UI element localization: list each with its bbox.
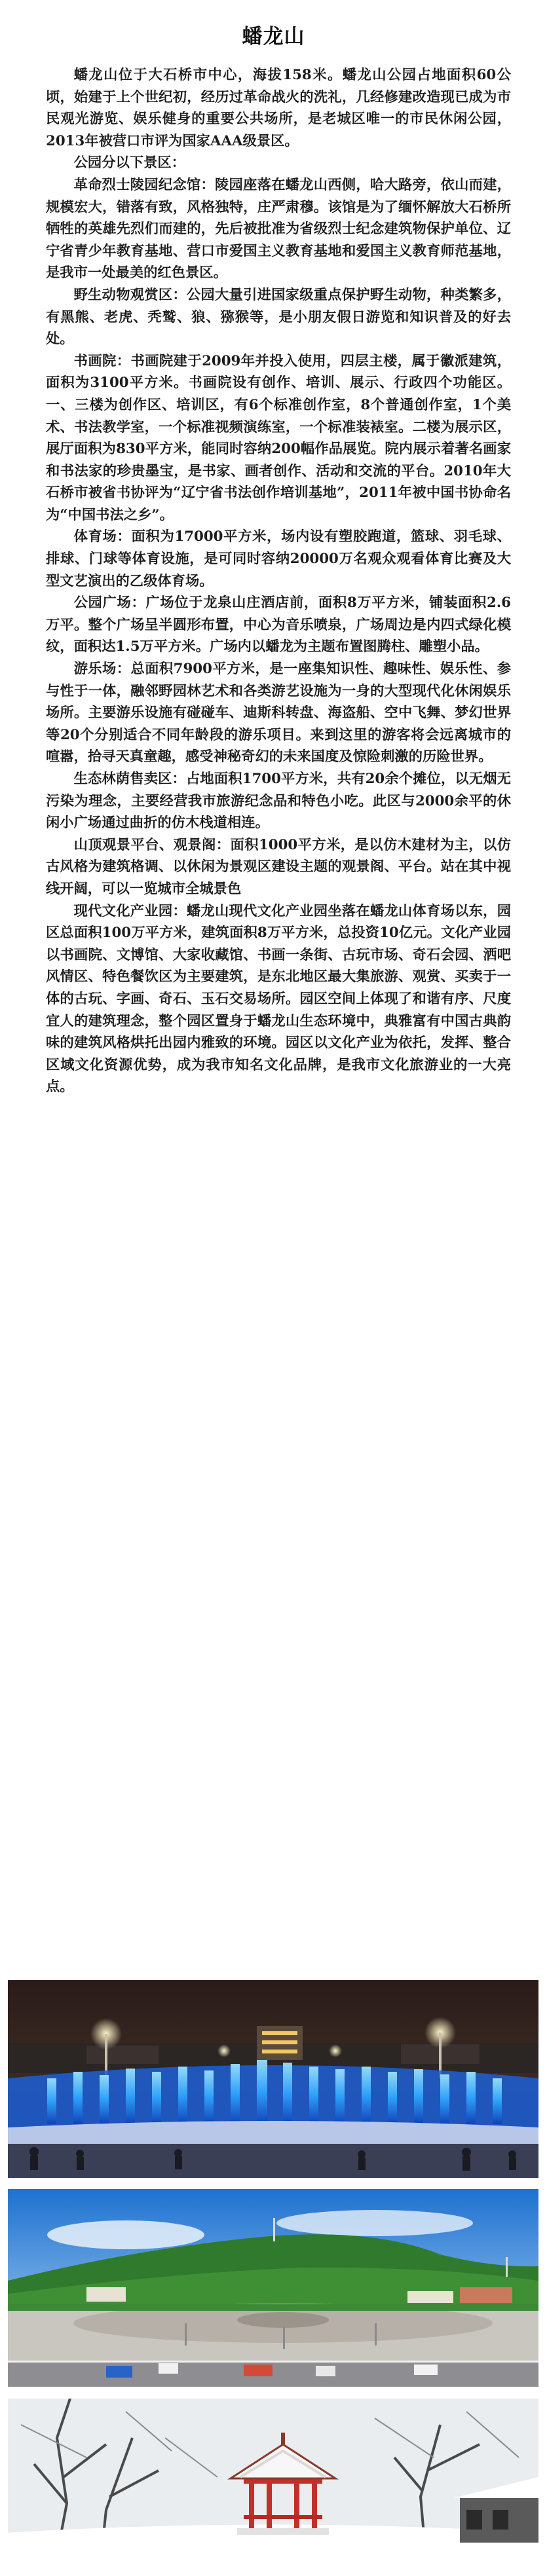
paragraph-amusement-park: 游乐场：总面积7900平方米，是一座集知识性、趣味性、娱乐性、参与性于一体，融邻野园林艺术和各类游艺设施为一身的大型现代化休闲娱乐场所。主要游乐设施有碰碰车、迪斯科转盘、海盗船、空中飞舞、梦幻世界等20个分别适合不同年龄段的游乐项目。来到这里的游客将会远离城市的喧嚣，拾寻天真童趣，感受神秘奇幻的未来国度及惊险刺激的历险世界。 — [46, 661, 511, 765]
paragraph-martyrs-memorial: 革命烈士陵园纪念馆：陵园座落在蟠龙山西侧，哈大路旁，依山而建，规模宏大，错落有致，风格独特，庄严肃穆。该馆是为了缅怀解放大石桥所牺牲的英雄先烈们而建的，先后被批准为省级烈士纪念建筑物保护单位、辽宁省青少年教育基地、营口市爱国主义教育基地和爱国主义教育师范基地，是我市一处最美的红色景区。 — [46, 176, 511, 282]
fountain-photo — [8, 1980, 538, 2178]
paragraph-culture-park: 现代文化产业园：蟠龙山现代文化产业园坐落在蟠龙山体育场以东，园区总面积100万平方米，建筑面积8万平方米，总投资10亿元。文化产业园以书画院、文博馆、大家收藏馆、书画一条街、古玩市场、奇石会园、洒吧风情区、特色餐饮区为主要建筑，是东北地区最大集旅游、观赏、买卖于一体的古玩、字画、奇石、玉石交易场所。园区空间上体现了和谐有序、尺度宜人的建筑理念，整个园区置身于蟠龙山生态环境中，典雅富有中国古典韵味的建筑风格烘托出园内雅致的环境。园区以文化产业为依托，发挥、整合区域文化资源优势，成为我市知名文化品牌，是我市文化旅游业的一大亮点。 — [46, 902, 511, 1095]
paragraph-park-square: 公园广场：广场位于龙泉山庄酒店前，面积8万平方米，铺装面积2.6万平。整个广场呈半圆形布置，中心为音乐喷泉，广场周边是内四式绿化模纹，面积达1.5万平方米。广场内以蟠龙为主题布置图腾柱、雕塑小品。 — [46, 595, 511, 655]
snow-photo — [8, 2399, 538, 2572]
paragraph-stadium: 体育场：面积为17000平方米，场内设有塑胶跑道，篮球、羽毛球、排球、门球等体育设施，是可同时容纳20000万名观众观看体育比赛及大型文艺演出的乙级体育场。 — [46, 528, 511, 589]
square-photo — [8, 2189, 538, 2387]
article-body — [46, 64, 511, 1098]
paragraph-painting-academy: 书画院：书画院建于2009年并投入使用，四层主楼，属于徽派建筑，面积为3100平方米。书画院设有创作、培训、展示、行政四个功能区。一、三楼为创作区、培训区，有6个标准创作室，8个普通创作室，1个美术、书法教学室，一个标准视频演练室，一个标准装裱室。二楼为展示区，展厅面积为830平方米，能同时容纳200幅作品展览。院内展示着著名画家和书法家的珍贵墨宝，是书家、画者创作、活动和交流的平台。2010年大石桥市被省书协评为“辽宁省书法创作培训基地”，2011年被中国书协命名为“中国书法之乡”。 — [46, 352, 511, 523]
paragraph-areas-heading: 公园分以下景区： — [73, 155, 185, 172]
snow-illustration — [8, 2399, 538, 2572]
square-illustration — [8, 2189, 538, 2387]
paragraph-forest-market: 生态林荫售卖区：占地面积1700平方米，共有20余个摊位，以无烟无污染为理念，主要经营我市旅游纪念品和特色小吃。此区与2000余平的休闲小广场通过曲折的仿木栈道相连。 — [46, 771, 511, 832]
paragraph-wildlife-area: 野生动物观赏区：公园大量引进国家级重点保护野生动物，种类繁多，有黑熊、老虎、秃鹫、狼、猕猴等，是小朋友假日游览和知识普及的好去处。 — [46, 286, 511, 348]
paragraph-intro: 蟠龙山位于大石桥市中心，海拔158米。蟠龙山公园占地面积60公顷，始建于上个世纪初，经历过革命战火的洗礼，几经修建改造现已成为市民观光游览、娱乐健身的重要公共场所，是老城区唯一的市民休闲公园，2013年被营口市评为国家AAA级景区。 — [46, 67, 511, 149]
page-title: 蟠龙山 — [242, 25, 305, 48]
fountain-illustration — [8, 1980, 538, 2178]
paragraph-viewing-platform: 山顶观景平台、观景阁：面积1000平方米，是以仿木建材为主，以仿古风格为建筑格调、以休闲为景观区建设主题的观景阁、平台。站在其中视线开阔，可以一览城市全城景色 — [46, 836, 511, 897]
